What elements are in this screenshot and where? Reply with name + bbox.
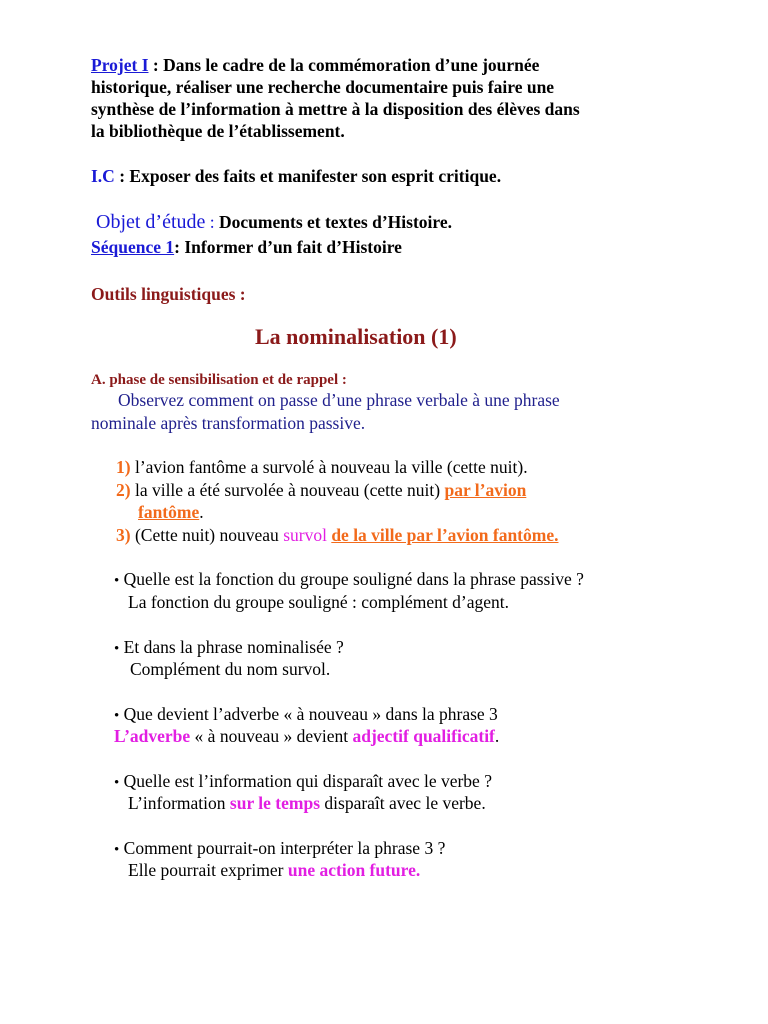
- question-3-text: Que devient l’adverbe « à nouveau » dans la phrase 3: [119, 704, 498, 724]
- question-4-text: Quelle est l’information qui disparaît avec le verbe ?: [119, 771, 492, 791]
- example-2-agent-continued: fantôme: [138, 502, 200, 522]
- projet-line-3: synthèse de l’information à mettre à la disposition des élèves dans: [91, 99, 580, 119]
- sequence-line: [91, 236, 402, 258]
- answer-4-start: L’information: [128, 793, 230, 813]
- bullet-icon: •: [114, 573, 120, 589]
- answer-1: La fonction du groupe souligné : complément d’agent.: [128, 592, 510, 612]
- ic-text: : Exposer des faits et manifester son esprit critique.: [114, 166, 502, 186]
- example-1: [116, 456, 528, 478]
- question-2-text: Et dans la phrase nominalisée ?: [119, 637, 344, 657]
- answer-4: [128, 792, 486, 814]
- objet-label: Objet d’étude: [96, 211, 206, 233]
- answer-2: Complément du nom survol.: [130, 659, 331, 679]
- projet-line-2: historique, réaliser une recherche documentaire puis faire une: [91, 77, 555, 97]
- question-4: [114, 770, 492, 794]
- example-2-number: 2): [116, 480, 131, 500]
- bullet-icon: •: [114, 775, 120, 791]
- example-2-agent: par l’avion: [444, 480, 527, 500]
- question-1-text: Quelle est la fonction du groupe souligné dans la phrase passive ?: [119, 569, 584, 589]
- ic-line: [91, 165, 501, 187]
- question-2: [114, 636, 344, 660]
- answer-5-start: Elle pourrait exprimer: [128, 860, 288, 880]
- example-1-number: 1): [116, 457, 131, 477]
- example-3: [116, 524, 558, 546]
- objet-line: [96, 211, 452, 233]
- section-a-heading: A. phase de sensibilisation et de rappel :: [91, 372, 347, 388]
- answer-3-end: .: [494, 726, 500, 746]
- question-5-text: Comment pourrait-on interpréter la phrase 3 ?: [119, 838, 446, 858]
- example-3-text: (Cette nuit) nouveau: [130, 525, 284, 545]
- example-2-continued: [138, 501, 204, 523]
- example-1-text: l’avion fantôme a survolé à nouveau la ville (cette nuit).: [130, 457, 528, 477]
- answer-5-action: une action future.: [287, 860, 421, 880]
- objet-text: Documents et textes d’Histoire.: [219, 212, 452, 232]
- section-a-intro-1: Observez comment on passe d’une phrase verbale à une phrase: [118, 390, 560, 410]
- question-5: [114, 837, 445, 861]
- example-3-number: 3): [116, 525, 131, 545]
- answer-4-end: disparaît avec le verbe.: [320, 793, 486, 813]
- example-3-survol: survol: [283, 525, 327, 545]
- example-2-end: .: [199, 502, 204, 522]
- answer-3-adjectif: adjectif qualificatif: [352, 726, 495, 746]
- example-2-text: la ville a été survolée à nouveau (cette nuit): [130, 480, 445, 500]
- bullet-icon: •: [114, 641, 120, 657]
- answer-4-temps: sur le temps: [229, 793, 321, 813]
- bullet-icon: •: [114, 842, 120, 858]
- ic-label: I.C: [91, 166, 115, 186]
- answer-3-adverbe: L’adverbe: [114, 726, 191, 746]
- answer-3: [114, 725, 499, 747]
- page-title: La nominalisation (1): [255, 324, 457, 349]
- example-3-complement: de la ville par l’avion fantôme.: [331, 525, 559, 545]
- section-a-intro-2: nominale après transformation passive.: [91, 413, 366, 433]
- sequence-label: Séquence 1: [91, 237, 175, 257]
- answer-5: [128, 859, 420, 881]
- outils-heading: Outils linguistiques :: [91, 284, 246, 304]
- projet-line-1: [91, 54, 539, 76]
- question-1: [114, 568, 584, 592]
- question-3: [114, 703, 498, 727]
- objet-sep: :: [205, 212, 220, 232]
- answer-3-middle: « à nouveau » devient: [190, 726, 353, 746]
- example-2: [116, 479, 526, 501]
- projet-line-4: la bibliothèque de l’établissement.: [91, 121, 345, 141]
- projet-text-1: : Dans le cadre de la commémoration d’une journée: [148, 55, 540, 75]
- projet-label: Projet I: [91, 55, 149, 75]
- bullet-icon: •: [114, 708, 120, 724]
- sequence-text: : Informer d’un fait d’Histoire: [174, 237, 402, 257]
